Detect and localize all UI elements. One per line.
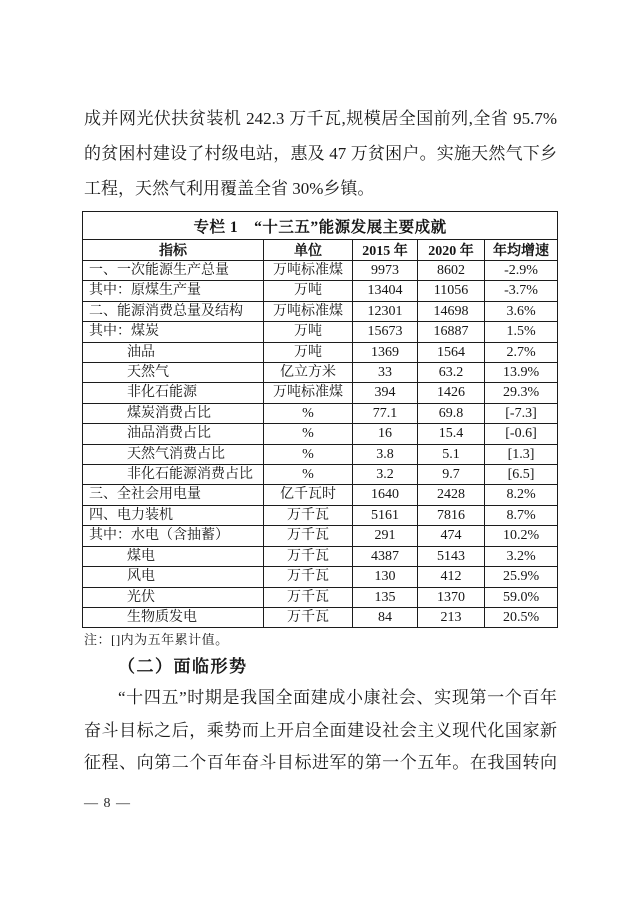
table-row <box>83 465 558 485</box>
indicator-cell: 煤炭消费占比 <box>83 403 264 423</box>
value-2020-cell: 14698 <box>418 301 485 321</box>
indicator-cell: 风电 <box>83 567 264 587</box>
table-row <box>83 587 558 607</box>
value-2020-cell: 5.1 <box>418 444 485 464</box>
value-2020-cell: 15.4 <box>418 424 485 444</box>
value-2020-cell: 8602 <box>418 261 485 281</box>
indicator-cell: 其中：原煤生产量 <box>83 281 264 301</box>
indicator-cell: 其中：水电（含抽蓄） <box>83 526 264 546</box>
value-2015-cell: 12301 <box>353 301 418 321</box>
value-2015-cell: 16 <box>353 424 418 444</box>
value-2020-cell: 69.8 <box>418 403 485 423</box>
indicator-cell: 其中：煤炭 <box>83 322 264 342</box>
unit-cell: % <box>264 403 353 423</box>
growth-cell: [-0.6] <box>485 424 558 444</box>
indicator-cell: 油品消费占比 <box>83 424 264 444</box>
column-header-growth: 年均增速 <box>485 240 558 261</box>
table-row <box>83 261 558 281</box>
value-2020-cell: 2428 <box>418 485 485 505</box>
value-2015-cell: 1640 <box>353 485 418 505</box>
column-header-2015: 2015 年 <box>353 240 418 261</box>
value-2015-cell: 3.8 <box>353 444 418 464</box>
table-row <box>83 485 558 505</box>
value-2015-cell: 4387 <box>353 546 418 566</box>
indicator-cell: 一、一次能源生产总量 <box>83 261 264 281</box>
value-2020-cell: 474 <box>418 526 485 546</box>
indicator-cell: 二、能源消费总量及结构 <box>83 301 264 321</box>
table-note: 注：[]内为五年累计值。 <box>84 632 229 647</box>
unit-cell: 万吨标准煤 <box>264 301 353 321</box>
table-row <box>83 322 558 342</box>
value-2020-cell: 7816 <box>418 505 485 525</box>
growth-cell: 2.7% <box>485 342 558 362</box>
table-row <box>83 546 558 566</box>
column-header-indicator: 指标 <box>83 240 264 261</box>
unit-cell: 万吨标准煤 <box>264 383 353 403</box>
growth-cell: 8.2% <box>485 485 558 505</box>
indicator-cell: 非化石能源消费占比 <box>83 465 264 485</box>
unit-cell: 万千瓦 <box>264 587 353 607</box>
value-2020-cell: 213 <box>418 607 485 627</box>
value-2020-cell: 412 <box>418 567 485 587</box>
table-row <box>83 403 558 423</box>
growth-cell: 59.0% <box>485 587 558 607</box>
indicator-cell: 光伏 <box>83 587 264 607</box>
indicator-cell: 三、全社会用电量 <box>83 485 264 505</box>
value-2020-cell: 16887 <box>418 322 485 342</box>
unit-cell: 万吨 <box>264 342 353 362</box>
value-2020-cell: 11056 <box>418 281 485 301</box>
unit-cell: 亿立方米 <box>264 363 353 383</box>
value-2015-cell: 77.1 <box>353 403 418 423</box>
growth-cell: 3.6% <box>485 301 558 321</box>
value-2015-cell: 5161 <box>353 505 418 525</box>
table-row <box>83 607 558 627</box>
indicator-cell: 天然气 <box>83 363 264 383</box>
unit-cell: 万千瓦 <box>264 505 353 525</box>
table-row <box>83 363 558 383</box>
growth-cell: -3.7% <box>485 281 558 301</box>
paragraph-line: “十四五”时期是我国全面建成小康社会、实现第一个百年 <box>118 688 557 707</box>
unit-cell: 万吨 <box>264 281 353 301</box>
body-paragraph <box>84 682 557 780</box>
value-2020-cell: 1426 <box>418 383 485 403</box>
table-row <box>83 444 558 464</box>
growth-cell: 13.9% <box>485 363 558 383</box>
unit-cell: % <box>264 465 353 485</box>
table-row <box>83 567 558 587</box>
indicator-cell: 煤电 <box>83 546 264 566</box>
table-row <box>83 342 558 362</box>
growth-cell: 25.9% <box>485 567 558 587</box>
indicator-cell: 油品 <box>83 342 264 362</box>
growth-cell: 20.5% <box>485 607 558 627</box>
table-row <box>83 301 558 321</box>
table-row <box>83 526 558 546</box>
table-row <box>83 424 558 444</box>
unit-cell: 万千瓦 <box>264 526 353 546</box>
table-row <box>83 505 558 525</box>
table-title-row <box>83 212 558 240</box>
growth-cell: -2.9% <box>485 261 558 281</box>
paragraph-line: 工程，天然气利用覆盖全省 30%乡镇。 <box>84 179 375 198</box>
unit-cell: 万吨标准煤 <box>264 261 353 281</box>
table-row <box>83 281 558 301</box>
value-2015-cell: 130 <box>353 567 418 587</box>
indicator-cell: 天然气消费占比 <box>83 444 264 464</box>
table-body <box>83 261 558 628</box>
growth-cell: [1.3] <box>485 444 558 464</box>
indicator-cell: 非化石能源 <box>83 383 264 403</box>
growth-cell: 3.2% <box>485 546 558 566</box>
value-2015-cell: 15673 <box>353 322 418 342</box>
unit-cell: % <box>264 444 353 464</box>
value-2020-cell: 1564 <box>418 342 485 362</box>
value-2015-cell: 291 <box>353 526 418 546</box>
unit-cell: 万千瓦 <box>264 567 353 587</box>
unit-cell: 万千瓦 <box>264 607 353 627</box>
table-row <box>83 383 558 403</box>
unit-cell: 万千瓦 <box>264 546 353 566</box>
paragraph-line: 奋斗目标之后，乘势而上开启全面建设社会主义现代化国家新 <box>84 720 557 740</box>
growth-cell: 1.5% <box>485 322 558 342</box>
value-2015-cell: 1369 <box>353 342 418 362</box>
growth-cell: 8.7% <box>485 505 558 525</box>
intro-paragraph <box>84 101 557 206</box>
paragraph-line: 成并网光伏扶贫装机 242.3 万千瓦,规模居全国前列,全省 95.7% <box>84 109 557 128</box>
value-2015-cell: 3.2 <box>353 465 418 485</box>
paragraph-line: 的贫困村建设了村级电站，惠及 47 万贫困户。实施天然气下乡 <box>84 144 557 163</box>
growth-cell: 29.3% <box>485 383 558 403</box>
value-2015-cell: 394 <box>353 383 418 403</box>
indicator-cell: 四、电力装机 <box>83 505 264 525</box>
unit-cell: 万吨 <box>264 322 353 342</box>
achievements-table <box>82 211 558 628</box>
paragraph-line: 征程、向第二个百年奋斗目标进军的第一个五年。在我国转向 <box>84 753 557 772</box>
value-2020-cell: 1370 <box>418 587 485 607</box>
indicator-cell: 生物质发电 <box>83 607 264 627</box>
unit-cell: % <box>264 424 353 444</box>
growth-cell: 10.2% <box>485 526 558 546</box>
growth-cell: [-7.3] <box>485 403 558 423</box>
value-2015-cell: 84 <box>353 607 418 627</box>
value-2020-cell: 63.2 <box>418 363 485 383</box>
value-2015-cell: 9973 <box>353 261 418 281</box>
value-2015-cell: 135 <box>353 587 418 607</box>
column-header-2020: 2020 年 <box>418 240 485 261</box>
table-header-row <box>83 240 558 261</box>
value-2015-cell: 13404 <box>353 281 418 301</box>
unit-cell: 亿千瓦时 <box>264 485 353 505</box>
value-2015-cell: 33 <box>353 363 418 383</box>
table-title: 专栏 1 “十三五”能源发展主要成就 <box>83 212 558 240</box>
growth-cell: [6.5] <box>485 465 558 485</box>
column-header-unit: 单位 <box>264 240 353 261</box>
page-number: — 8 — <box>84 796 131 811</box>
section-heading: （二）面临形势 <box>118 657 248 676</box>
value-2020-cell: 5143 <box>418 546 485 566</box>
value-2020-cell: 9.7 <box>418 465 485 485</box>
